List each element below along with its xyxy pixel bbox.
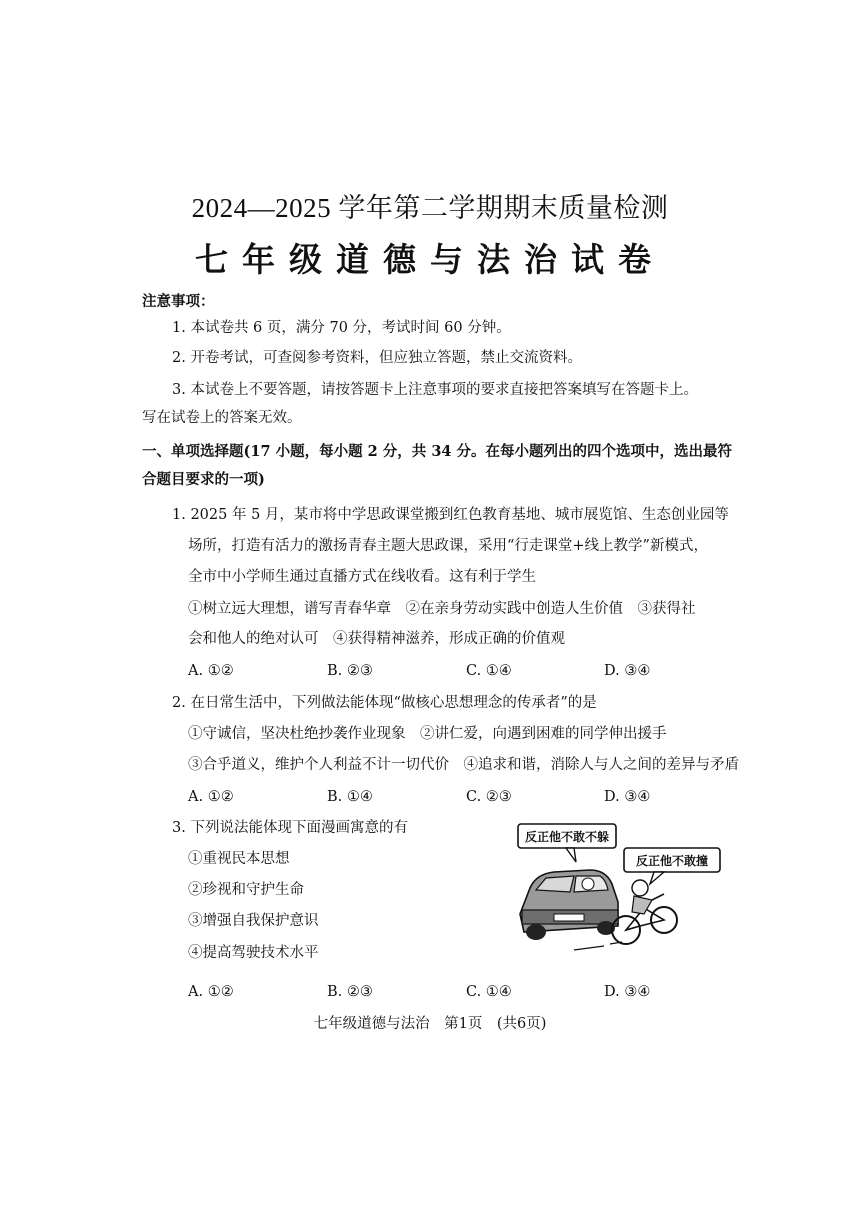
question-1-statements: ①树立远大理想，谱写青春华章 ②在亲身劳动实践中创造人生价值 ③获得社 xyxy=(188,601,696,617)
question-2-option-d: D. ③④ xyxy=(604,789,651,805)
traffic-cartoon xyxy=(514,822,738,962)
question-3-option-a: A. ①② xyxy=(188,984,234,1000)
question-1-statements: 会和他人的绝对认可 ④获得精神滋养，形成正确的价值观 xyxy=(188,631,565,647)
question-3-option-c: C. ①④ xyxy=(466,984,512,1000)
cartoon-illustration xyxy=(514,822,738,962)
cyclist-drawing xyxy=(612,880,677,944)
car-drawing xyxy=(520,870,618,940)
notes-heading: 注意事项： xyxy=(142,293,215,310)
section-heading-cont: 合题目要求的一项) xyxy=(142,471,265,488)
note-item: 写在试卷上的答案无效。 xyxy=(142,410,302,426)
question-3-text: 3. 下列说法能体现下面漫画寓意的有 xyxy=(172,820,408,836)
question-3-statement: ②珍视和守护生命 xyxy=(188,882,304,898)
speech-bubble-right-text: 反正他不敢撞 xyxy=(635,854,709,868)
note-item: 2. 开卷考试，可查阅参考资料，但应独立答题，禁止交流资料。 xyxy=(172,350,582,366)
question-1-option-b: B. ②③ xyxy=(327,663,373,679)
question-3-statement: ①重视民本思想 xyxy=(188,851,290,867)
section-heading: 一、单项选择题(17 小题，每小题 2 分，共 34 分。在每小题列出的四个选项中，选出最符 xyxy=(142,443,733,460)
question-3-statement: ④提高驾驶技术水平 xyxy=(188,945,319,961)
page-footer: 七年级道德与法治 第1页 (共6页) xyxy=(313,1016,547,1032)
question-2-option-c: C. ②③ xyxy=(466,789,512,805)
exam-subtitle: 七年级道德与法治试卷 xyxy=(195,240,665,279)
question-1-option-a: A. ①② xyxy=(188,663,234,679)
question-2-option-a: A. ①② xyxy=(188,789,234,805)
question-1-text: 场所，打造有活力的激扬青春主题大思政课，采用“行走课堂+线上教学”新模式， xyxy=(188,538,708,554)
question-2-option-b: B. ①④ xyxy=(327,789,373,805)
question-1-text: 1. 2025 年 5 月，某市将中学思政课堂搬到红色教育基地、城市展览馆、生态创业园等 xyxy=(172,507,729,523)
exam-title: 2024—2025 学年第二学期期末质量检测 xyxy=(191,193,669,223)
question-2-statements: ①守诚信，坚决杜绝抄袭作业现象 ②讲仁爱，向遇到困难的同学伸出援手 xyxy=(188,726,667,742)
question-2-statements: ③合乎道义，维护个人利益不计一切代价 ④追求和谐，消除人与人之间的差异与矛盾 xyxy=(188,757,739,773)
question-1-option-d: D. ③④ xyxy=(604,663,651,679)
question-1-option-c: C. ①④ xyxy=(466,663,512,679)
speech-bubble-left-text: 反正他不敢不躲 xyxy=(524,830,610,844)
question-3-statement: ③增强自我保护意识 xyxy=(188,913,319,929)
question-2-text: 2. 在日常生活中，下列做法能体现“做核心思想理念的传承者”的是 xyxy=(172,695,597,711)
note-item: 1. 本试卷共 6 页，满分 70 分，考试时间 60 分钟。 xyxy=(172,320,511,336)
question-3-option-b: B. ②③ xyxy=(327,984,373,1000)
question-1-text: 全市中小学师生通过直播方式在线收看。这有利于学生 xyxy=(188,569,536,585)
question-3-option-d: D. ③④ xyxy=(604,984,651,1000)
note-item: 3. 本试卷上不要答题，请按答题卡上注意事项的要求直接把答案填写在答题卡上。 xyxy=(172,382,698,398)
